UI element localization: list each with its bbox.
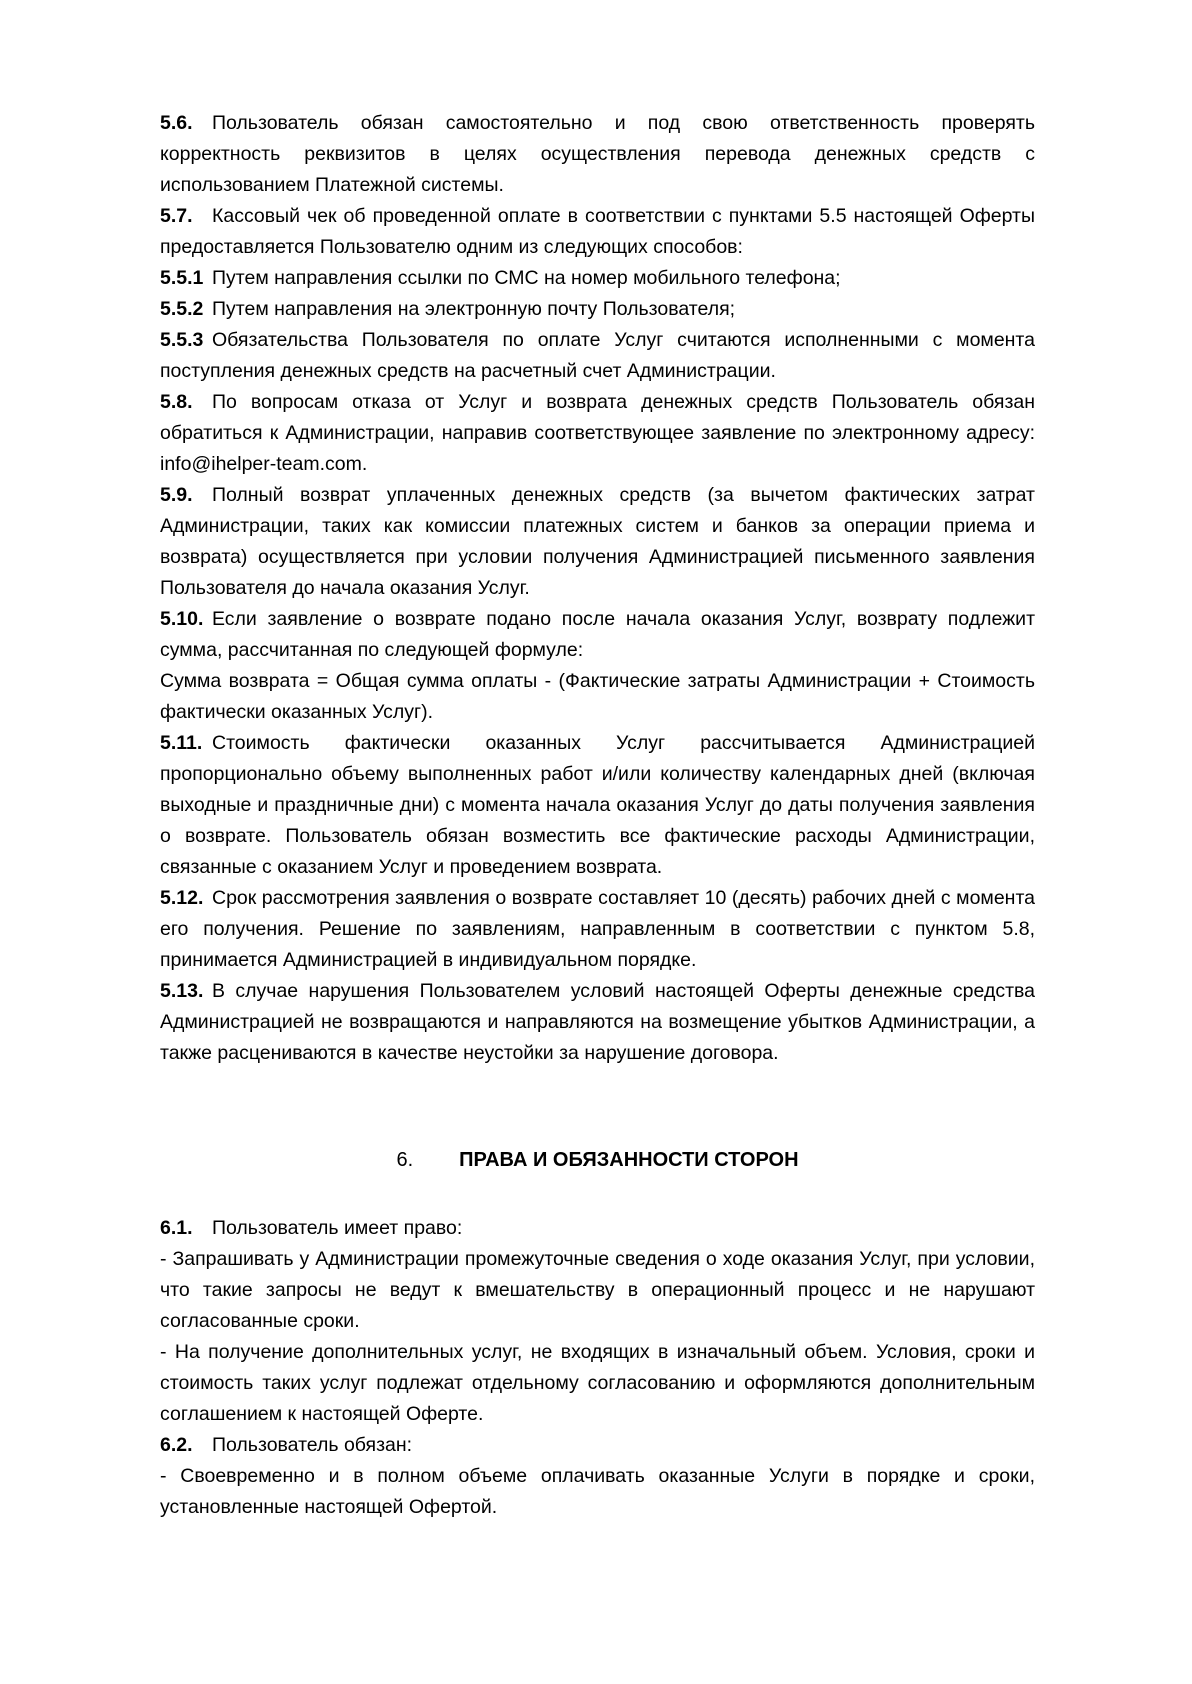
clause-5-12 <box>160 883 1035 976</box>
clause-5-13 <box>160 976 1035 1069</box>
clause-number: 6.1. <box>160 1217 193 1239</box>
clause-number: 5.6. <box>160 112 193 134</box>
clause-number: 5.9. <box>160 484 193 506</box>
clause-6-1-bullet-2 <box>160 1337 1035 1430</box>
clause-6-1-bullet-1 <box>160 1244 1035 1337</box>
clause-number: 5.5.3 <box>160 329 204 351</box>
clause-text: В случае нарушения Пользователем условий настоящей Оферты денежные средства Администрацией не возвращаются и направляются на возмещение убытков Администрации, а также расцениваются в качестве неустойки за нарушение договора. <box>160 980 1035 1064</box>
clause-6-1 <box>160 1213 1035 1244</box>
clause-text: Путем направления на электронную почту Пользователя; <box>212 298 736 320</box>
clause-number: 5.10. <box>160 608 204 630</box>
clause-5-8 <box>160 387 1035 480</box>
section-6-heading <box>160 1145 1035 1176</box>
clause-text: Полный возврат уплаченных денежных средств (за вычетом фактических затрат Администрации, таких как комиссии платежных систем и банков за операции приема и возврата) осуществляется при условии получения Администрацией письменного заявления Пользователя до начала оказания Услуг. <box>160 484 1035 599</box>
clause-5-5-2 <box>160 294 1035 325</box>
clause-text: - Запрашивать у Администрации промежуточные сведения о ходе оказания Услуг, при условии, что такие запросы не ведут к вмешательству в операционный процесс и не нарушают согласованные сроки. <box>160 1248 1035 1332</box>
document-content <box>160 108 1035 1523</box>
clause-5-10 <box>160 604 1035 666</box>
clause-number: 5.5.2 <box>160 298 204 320</box>
clause-text: По вопросам отказа от Услуг и возврата денежных средств Пользователь обязан обратиться к Администрации, направив соответствующее заявление по электронному адресу: info@ihelper-team.com. <box>160 391 1035 475</box>
clause-text: Кассовый чек об проведенной оплате в соответствии с пунктами 5.5 настоящей Оферты предоставляется Пользователю одним из следующих способов: <box>160 205 1035 258</box>
clause-5-5-1 <box>160 263 1035 294</box>
clause-6-2 <box>160 1430 1035 1461</box>
clause-text: - На получение дополнительных услуг, не входящих в изначальный объем. Условия, сроки и стоимость таких услуг подлежат отдельному согласованию и оформляются дополнительным соглашением к настоящей Оферте. <box>160 1341 1035 1425</box>
clause-number: 6.2. <box>160 1434 193 1456</box>
refund-formula-line <box>160 666 1035 728</box>
clause-6-2-bullet-1 <box>160 1461 1035 1523</box>
clause-number: 5.5.1 <box>160 267 204 289</box>
clause-5-6 <box>160 108 1035 201</box>
clause-text: Пользователь обязан самостоятельно и под свою ответственность проверять корректность реквизитов в целях осуществления перевода денежных средств с использованием Платежной системы. <box>160 112 1035 196</box>
clause-text: Обязательства Пользователя по оплате Услуг считаются исполненными с момента поступления денежных средств на расчетный счет Администрации. <box>160 329 1035 382</box>
clause-text: Стоимость фактически оказанных Услуг рассчитывается Администрацией пропорционально объему выполненных работ и/или количеству календарных дней (включая выходные и праздничные дни) с момента начала оказания Услуг до даты получения заявления о возврате. Пользователь обязан возместить все фактические расходы Администрации, связанные с оказанием Услуг и проведением возврата. <box>160 732 1035 878</box>
clause-text: - Своевременно и в полном объеме оплачивать оказанные Услуги в порядке и сроки, установленные настоящей Офертой. <box>160 1465 1035 1518</box>
clause-number: 5.8. <box>160 391 193 413</box>
clause-5-7 <box>160 201 1035 263</box>
section-number: 6. <box>396 1149 414 1171</box>
section-title: ПРАВА И ОБЯЗАННОСТИ СТОРОН <box>459 1149 799 1171</box>
clause-text: Пользователь обязан: <box>212 1434 413 1456</box>
clause-text: Пользователь имеет право: <box>212 1217 463 1239</box>
clause-5-11 <box>160 728 1035 883</box>
clause-text: Путем направления ссылки по СМС на номер мобильного телефона; <box>212 267 841 289</box>
clause-number: 5.13. <box>160 980 204 1002</box>
clause-number: 5.12. <box>160 887 204 909</box>
clause-number: 5.11. <box>160 732 203 754</box>
clause-text: Сумма возврата = Общая сумма оплаты - (Фактические затраты Администрации + Стоимость фактически оказанных Услуг). <box>160 670 1035 723</box>
clause-5-5-3 <box>160 325 1035 387</box>
clause-number: 5.7. <box>160 205 193 227</box>
clause-5-9 <box>160 480 1035 604</box>
clause-text: Срок рассмотрения заявления о возврате составляет 10 (десять) рабочих дней с момента его получения. Решение по заявлениям, направленным в соответствии с пунктом 5.8, принимается Администрацией в индивидуальном порядке. <box>160 887 1035 971</box>
clause-text: Если заявление о возврате подано после начала оказания Услуг, возврату подлежит сумма, рассчитанная по следующей формуле: <box>160 608 1035 661</box>
